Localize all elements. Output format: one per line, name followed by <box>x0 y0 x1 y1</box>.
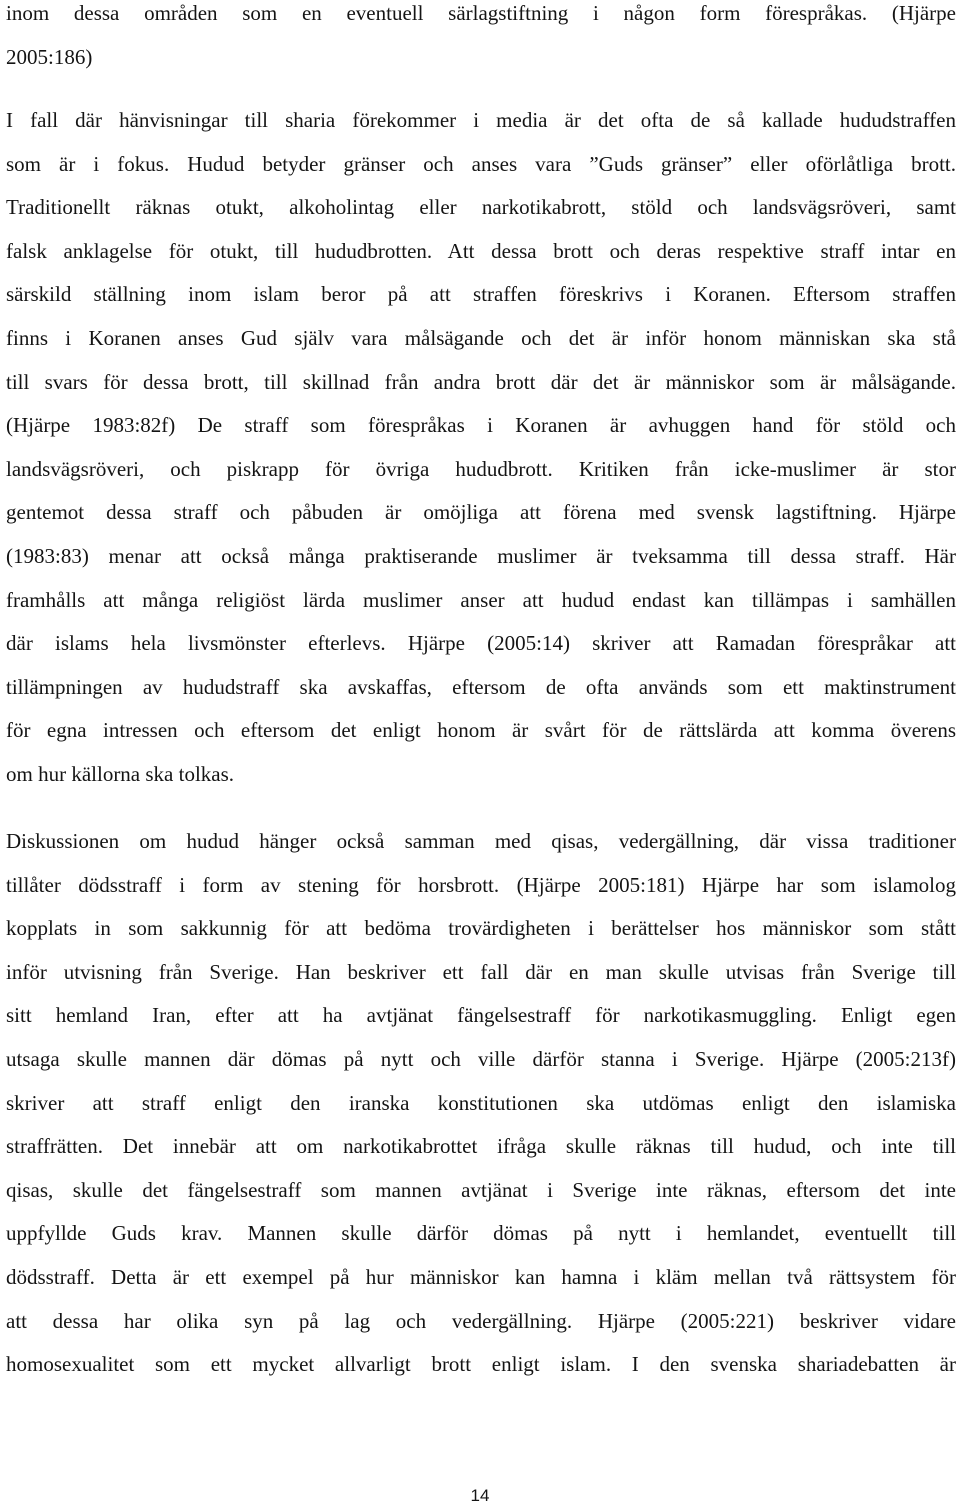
text-line: finns i Koranen anses Gud själv vara målsägande och det är inför honom människan ska stå <box>6 325 956 350</box>
text-line: utsaga skulle mannen där dömas på nytt och ville därför stanna i Sverige. Hjärpe (2005:213f) <box>6 1046 956 1071</box>
text-line: inom dessa områden som en eventuell särlagstiftning i någon form förespråkas. (Hjärpe <box>6 1 956 25</box>
paragraph-1 <box>6 0 956 79</box>
text-line: falsk anklagelse för otukt, till hududbrotten. Att dessa brott och deras respektive straff intar en <box>6 238 956 263</box>
text-line: för egna intressen och eftersom det enligt honom är svårt för de rättslärda att komma överens <box>6 718 956 743</box>
text-line: I fall där hänvisningar till sharia förekommer i media är det ofta de så kallade hududstraffen <box>6 108 956 132</box>
text-line: straffrätten. Det innebär att om narkotikabrottet ifråga skulle räknas till hudud, och inte till <box>6 1134 956 1159</box>
text-line: att dessa har olika syn på lag och vedergällning. Hjärpe (2005:221) beskriver vidare <box>6 1308 956 1333</box>
text-line: som är i fokus. Hudud betyder gränser och anses vara ”Guds gränser” eller oförlåtliga brott. <box>6 151 956 176</box>
text-line: tillåter dödsstraff i form av stening för horsbrott. (Hjärpe 2005:181) Hjärpe har som islamolog <box>6 872 956 897</box>
text-line: till svars för dessa brott, till skillnad från andra brott där det är människor som är målsägande. <box>6 369 956 394</box>
text-line: landsvägsröveri, och piskrapp för övriga hududbrott. Kritiken från icke-muslimer är stor <box>6 456 956 481</box>
text-line: (1983:83) menar att också många praktiserande muslimer är tveksamma till dessa straff. Här <box>6 543 956 568</box>
text-line: där islams hela livsmönster efterlevs. Hjärpe (2005:14) skriver att Ramadan förespråkar att <box>6 631 956 656</box>
text-line: homosexualitet som ett mycket allvarligt brott enligt islam. I den svenska shariadebatten är <box>6 1352 956 1377</box>
text-line: uppfyllde Guds krav. Mannen skulle därför dömas på nytt i hemlandet, eventuellt till <box>6 1221 956 1246</box>
text-line: tillämpningen av hududstraff ska avskaffas, eftersom de ofta används som ett maktinstrument <box>6 674 956 699</box>
text-line: sitt hemland Iran, efter att ha avtjänat fängelsestraff för narkotikasmuggling. Enligt egen <box>6 1003 956 1028</box>
text-line: 2005:186) <box>6 44 93 69</box>
text-line: om hur källorna ska tolkas. <box>6 761 235 786</box>
text-line: Diskussionen om hudud hänger också samman med qisas, vedergällning, där vissa traditioner <box>6 829 956 853</box>
paragraph-3 <box>6 820 956 1387</box>
text-line: inför utvisning från Sverige. Han beskriver ett fall där en man skulle utvisas från Sverige till <box>6 959 956 984</box>
text-line: qisas, skulle det fängelsestraff som mannen avtjänat i Sverige inte räknas, eftersom det inte <box>6 1177 956 1202</box>
text-line: Traditionellt räknas otukt, alkoholintag eller narkotikabrott, stöld och landsvägsröveri, samt <box>6 195 956 220</box>
text-line: (Hjärpe 1983:82f) De straff som förespråkas i Koranen är avhuggen hand för stöld och <box>6 413 956 438</box>
text-line: skriver att straff enligt den iranska konstitutionen ska utdömas enligt den islamiska <box>6 1090 956 1115</box>
text-line: framhålls att många religiöst lärda muslimer anser att hudud endast kan tillämpas i samhällen <box>6 587 956 612</box>
text-line: särskild ställning inom islam beror på att straffen föreskrivs i Koranen. Eftersom straffen <box>6 282 956 307</box>
text-line: kopplats in som sakkunnig för att bedöma trovärdigheten i berättelser hos människor som stått <box>6 916 956 941</box>
text-line: dödsstraff. Detta är ett exempel på hur människor kan hamna i kläm mellan två rättsystem för <box>6 1264 956 1289</box>
page-number: 14 <box>470 1486 490 1505</box>
paragraph-2 <box>6 99 956 797</box>
document-page <box>6 0 956 1509</box>
text-line: gentemot dessa straff och påbuden är omöjliga att förena med svensk lagstiftning. Hjärpe <box>6 500 956 525</box>
